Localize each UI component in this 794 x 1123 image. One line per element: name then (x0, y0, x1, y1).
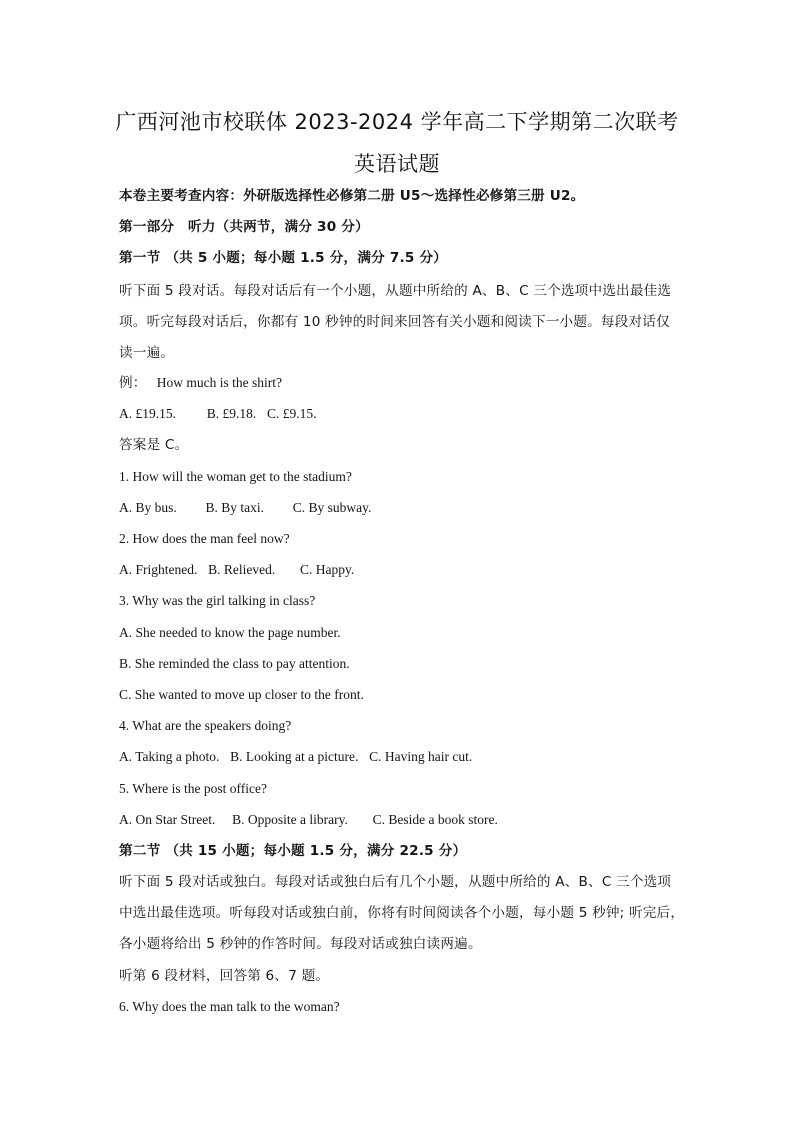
example-option-b: B. £9.18. (206, 406, 257, 421)
question-1-options (119, 500, 371, 516)
question-1-option-c: C. By subway. (292, 500, 372, 515)
example-question: How much is the shirt? (156, 375, 282, 390)
example-option-a: A. £19.15. (119, 406, 176, 421)
question-5-stem: 5. Where is the post office? (119, 781, 267, 796)
section-two-heading: 第二节 （共 15 小题；每小题 1.5 分，满分 22.5 分） (119, 843, 467, 859)
example-line (119, 375, 282, 392)
question-4-stem: 4. What are the speakers doing? (119, 718, 292, 733)
question-6-stem: 6. Why does the man talk to the woman? (119, 999, 340, 1014)
question-4-options (119, 749, 472, 765)
question-4-option-a: A. Taking a photo. (119, 749, 220, 764)
example-label: 例： (119, 375, 147, 391)
section-two-instructions-line-1: 听下面 5 段对话或独白。每段对话或独白后有几个小题，从题中所给的 A、B、C 三个选项 (119, 874, 672, 890)
question-5-option-c: C. Beside a book store. (372, 812, 498, 827)
section-two-instructions-line-2: 中选出最佳选项。听每段对话或独白前，你将有时间阅读各个小题，每小题 5 秒钟; 听完后， (119, 905, 685, 921)
question-5-option-b: B. Opposite a library. (232, 812, 348, 827)
exam-scope: 本卷主要考查内容：外研版选择性必修第二册 U5～选择性必修第三册 U2。 (119, 188, 585, 204)
section-one-instructions-line-1: 听下面 5 段对话。每段对话后有一个小题，从题中所给的 A、B、C 三个选项中选出最佳选 (119, 283, 672, 299)
question-1-stem: 1. How will the woman get to the stadium? (119, 469, 352, 484)
question-1-option-b: B. By taxi. (205, 500, 265, 515)
material-6-note: 听第 6 段材料，回答第 6、7 题。 (119, 968, 330, 984)
question-2-option-b: B. Relieved. (208, 562, 276, 577)
example-answer: 答案是 C。 (119, 437, 189, 453)
question-1-option-a: A. By bus. (119, 500, 177, 515)
section-one-instructions-line-2: 项。听完每段对话后，你都有 10 秒钟的时间来回答有关小题和阅读下一小题。每段对话仅 (119, 314, 670, 330)
question-2-option-a: A. Frightened. (119, 562, 198, 577)
question-5-option-a: A. On Star Street. (119, 812, 216, 827)
example-option-c: C. £9.15. (267, 406, 317, 421)
example-options (119, 406, 317, 422)
question-3-stem: 3. Why was the girl talking in class? (119, 593, 316, 608)
question-2-stem: 2. How does the man feel now? (119, 531, 290, 546)
section-one-instructions-line-3: 读一遍。 (119, 345, 175, 361)
question-3-option-a: A. She needed to know the page number. (119, 625, 341, 640)
section-two-instructions-line-3: 各小题将给出 5 秒钟的作答时间。每段对话或独白读两遍。 (119, 936, 482, 952)
question-3-option-b: B. She reminded the class to pay attention. (119, 656, 350, 671)
question-5-options (119, 812, 498, 828)
section-one-heading: 第一节 （共 5 小题；每小题 1.5 分，满分 7.5 分） (119, 250, 448, 266)
question-3-option-c: C. She wanted to move up closer to the front. (119, 687, 364, 702)
question-4-option-c: C. Having hair cut. (369, 749, 473, 764)
question-2-option-c: C. Happy. (300, 562, 355, 577)
exam-subtitle: 英语试题 (354, 152, 440, 176)
part-one-heading: 第一部分 听力（共两节，满分 30 分） (119, 219, 369, 235)
question-4-option-b: B. Looking at a picture. (230, 749, 359, 764)
question-2-options (119, 562, 354, 578)
exam-title: 广西河池市校联体 2023-2024 学年高二下学期第二次联考 (115, 110, 679, 134)
